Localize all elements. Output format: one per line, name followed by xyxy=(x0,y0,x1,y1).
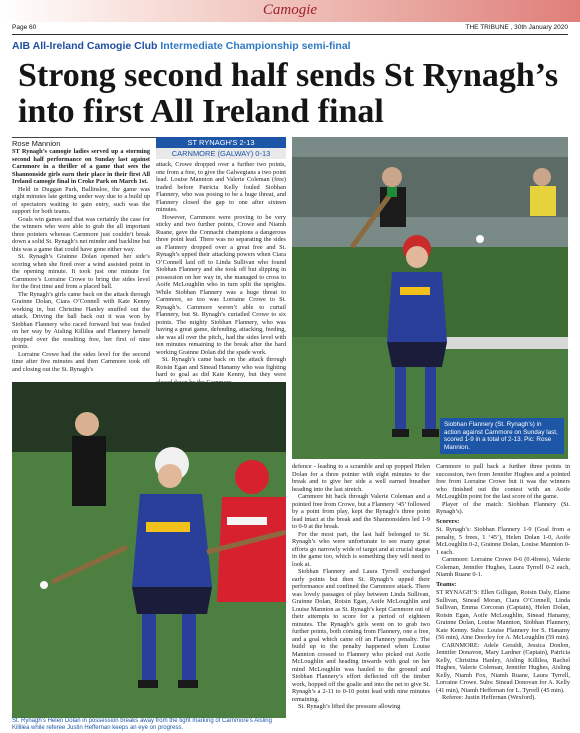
teams-heading: Teams: xyxy=(436,580,457,588)
paragraph: Carnmore hit back through Valerie Coleman and a pointed free from Crowe, but a Flannery ‘45’ followed by a point from play, kept the Rynagh’s three point lead intact at the break and the Shannonsiders led 1-9 to 0-9 at the break. xyxy=(292,493,430,530)
score-home: ST RYNAGH'S 2-13 xyxy=(156,137,286,148)
article-column-4 xyxy=(436,463,570,702)
paragraph: For the most part, the last half belonged to St. Rynagh’s who were unfortunate to see many great efforts go narrowly wide of target and at crucial stages in the game too, which is something they will need to look at. xyxy=(292,530,430,568)
folio xyxy=(0,22,580,34)
lede-paragraph: ST Rynagh’s camogie ladies served up a storming second half performance on Sunday last against Carnmore in a thriller of a game that sees the Shannonside girls earn their place in their first All Ireland camogie final in Croke Park on March 1st. xyxy=(12,148,150,185)
section-banner xyxy=(0,0,580,22)
kicker-stage: Intermediate Championship semi-final xyxy=(160,40,351,52)
paragraph: The Rynagh’s girls came back on the attack through Grainne Dolan, Ciara O’Connell with Kate Kenny working in, but Christine Hanley snuffed out the attack. Driving the ball back out it was won by Siobhan Flannery who raced forward but was fouled on her way by Aisling Killilea and Flannery herself dropped over the resulting free, her first of nine points. xyxy=(12,290,150,350)
paragraph: Siobhan Flannery and Laura Tyrrell exchanged early points but then St. Rynagh’s upped their performance and confined the Carnmore attack. There was lovely passages of play between Linda Sullivan, Grainne Dolan, Roisin Egan, Aoife McLoughlin and Louise Mannion as St. Rynagh’s kept Carnmore out of their attempts to score for a period of eighteen minutes. The Rynagh’s girls went on to grab two further points, both coming from Flannery, one a free, and a goal which came off an Flannery penalty. The build up to the penalty happened when Louise Mannion crossed to Flannery who picked out Aoife McLoughlin and heading inwards with goal on her mind McLoughlin was hauled to the ground and Siobhan Flannery’s effort deflected off the timber work, hopped off the goalie and into the net to give St. Rynagh’s a 2-11 to 0-10 point lead with nine minutes remaining. xyxy=(292,568,430,703)
paragraph: defence - leading to a scramble and up popped Helen Dolan for a three pointer with eight minutes to the break and to give her side a well earned breather heading into the last stretch. xyxy=(292,463,430,493)
publication-date: THE TRIBUNE , 30th January 2020 xyxy=(465,24,568,31)
byline-rule xyxy=(12,137,162,138)
top-rule xyxy=(12,34,568,35)
photo-flannery xyxy=(292,137,568,459)
photo-caption-dolan: St. Rynagh’s Helen Dolan in possession breaks away from the tight marking of Carnmore’s Aisling Killilea while referee Justin Heffernan keeps an eye on progress. xyxy=(12,718,272,731)
paragraph: However, Carnmore were proving to be very sticky and two further points, Crowe and Niamh Ruane, gave the Connacht champions a dangerous three point lead. There was no separating the sides as Flannery dropped over a great free and St. Rynagh’s upped their attacking powers when Ciara O’Connell laid off to Linda Sullivan who found Siobhan Flannery and she took off but slipping in possession on her way in, she managed to cross to Aoife McLoughlin who in turn split the uprights. While Siobhan Flannery was a huge threat to Carnmore, so too was Lorraine Crowe to St. Rynagh’s. Carnmore weren’t able to curtail Flannery, but St. Rynagh’s curtailed Crowe to six points. The mighty Siobhan Flannery, who was having a great game, defending, attacking, feeding, she was all over the pitch,, had the sides level with ten minutes remaining to the break after the hard working Grainne Dolan did the spade work. xyxy=(156,213,286,356)
paragraph: Held in Duggan Park, Ballinsloe, the game was eight minutes late getting under way due to a build up of spectators waiting to gain entry, such was the support for both teams. xyxy=(12,185,150,215)
paragraph: St. Rynagh’s lifted the pressure allowing xyxy=(298,703,401,710)
page-number: Page 60 xyxy=(12,24,37,31)
paragraph: Goals win games and that was certainly the case for the winners who were able to grab the all important three pointers whereas Carnmore just couldn’t break down a solid St. Rynagh’s net minder and backline but this was a game that could have gone either way. xyxy=(12,215,150,253)
article-column-1 xyxy=(12,148,150,373)
headline: Strong second half sends St Rynagh’s into first All Ireland final xyxy=(18,57,559,130)
paragraph: St. Rynagh’s came back on the attack through Roisin Egan and Sinead Hanamy who was fighting hard to goal as did Kate Kenny, but they were xyxy=(156,356,286,378)
score-box xyxy=(156,137,286,159)
section-title: Camogie xyxy=(262,2,318,18)
kicker xyxy=(12,40,351,52)
team-rynagh: ST RYNAGH’S: Ellen Gilligan, Roisin Daly, Elaine Sullivan, Sinead Moran, Ciara O’Connell, Linda Sullivan, Emma Corcoran (Captain), Helen Dolan, Roisin Egan, Aoife McLoughlin, Sinead Hanamy, Grainne Dolan, Louise Mannion, Siobhan Flannery, Kate Kenny. Subs: Louise Flannery for S. Hanamy (56 min), Aine Doorley for A. McLoughlin (59 min). xyxy=(436,589,570,641)
article-column-2 xyxy=(156,161,286,386)
referee: Referee: Justin Heffernan (Wexford). xyxy=(442,694,536,701)
scorers-rynagh: St. Rynagh’s: Siobhan Flannery 1-9 (Goal from a penalty, 5 frees, 1 ‘45’), Helen Dolan 1-0, Aoife McLoughlin 0-2, Grainne Dolan, Louise Mannion 0-1 each. xyxy=(436,526,570,556)
paragraph: Player of the match: Siobhan Flannery (St. Rynagh’s). xyxy=(436,500,570,515)
paragraph: St. Rynagh’s Grainne Dolan opened her side’s scoring when she fired over a wind assisted point in the opening minute. It took just one minute for Carnmore’s Lorraine Crowe to bring the sides level for the first time and from a placed ball. xyxy=(12,253,150,290)
paragraph: Lorraine Crowe had the sides level for the second time after five minutes and then Carnmore took off and closing out the St. Rynagh’s xyxy=(12,350,150,373)
article-column-3 xyxy=(292,463,430,711)
score-away: CARNMORE (GALWAY) 0-13 xyxy=(156,148,286,159)
paragraph: Carnmore to pull back a further three points in succession, two from Jennifer Hughes and a pointed free from Lorraine Crowe but it was the winners who finished out the contest with an Aoife McLoughlin point for the last score of the game. xyxy=(436,463,570,500)
photo-dolan xyxy=(12,382,286,718)
scorers-heading: Scorers: xyxy=(436,517,460,525)
paragraph: attack, Crowe dropped over a further two points, one from a free, to give the Galwegians a two point lead. Louise Mannion and Valerie Coleman (free) traded before Patricia Kelly fouled Siobhan Flannery, who was posing to be a huge threat, and Flannery closed the gap to one after sixteen minutes. xyxy=(156,161,286,213)
kicker-club: AIB All-Ireland Camogie Club xyxy=(12,40,158,52)
scorers-carnmore: Carnmore: Lorraine Crowe 0-6 (0.4frees), Valerie Coleman, Jennifer Hughes, Laura Tyrrell 0-2 each, Niamh Ruane 0-1. xyxy=(436,556,570,578)
team-carnmore: CARNMORE: Adele Geraldi, Jessica Donlon, Jennifer Donavon, Mary Lardner (Captain), Patricia Kelly, Christina Hanley, Aisling Killilea, Rachel Hughes, Valerie Coleman, Jennifer Hughes, Aisling Kelly, Niamh Fox, Niamh Ruane, Laura Tyrrell, Lorraine Crowe. Subs: Sinead Donovan for A. Kelly (41 min), Niamh Heffernan for L. Tyrrell (45 min). xyxy=(436,641,570,694)
photo-caption-flannery: Siobhan Flannery (St. Rynagh’s) in action against Carnmore on Sunday last, scored 1-9 in a total of 2-13. Pic: Rose Mannion. xyxy=(440,418,564,454)
byline: Rose Mannion xyxy=(12,139,61,148)
